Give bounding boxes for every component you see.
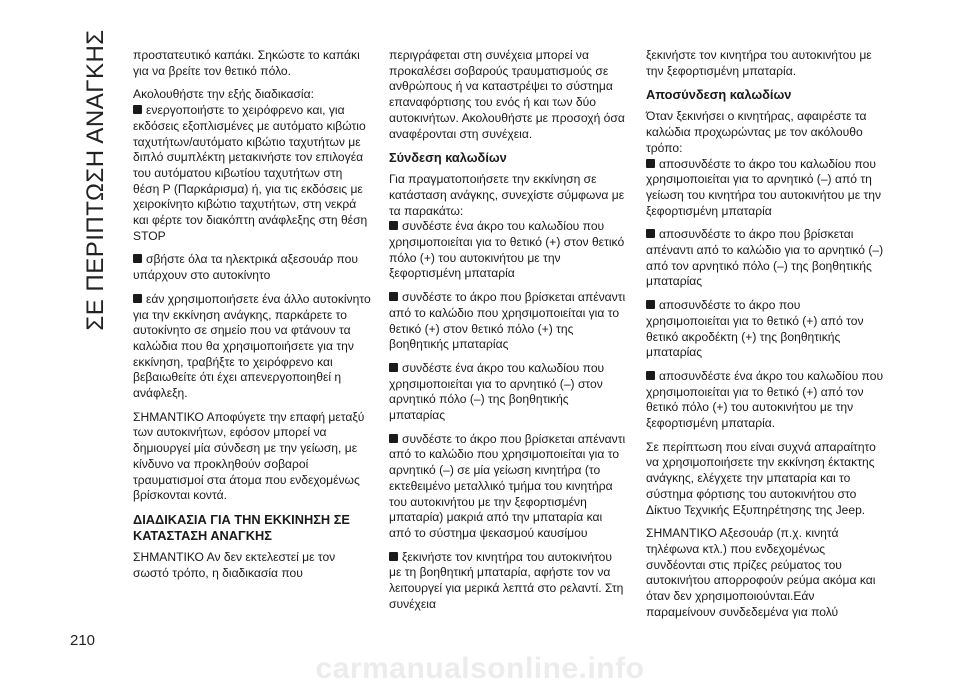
subsection-heading: Σύνδεση καλωδίων [389, 150, 507, 166]
bullet-item: συνδέστε το άκρο που βρίσκεται απέναντι από το καλώδιο που χρησιμοποιείται για το θετικό (+) στον θετικό πόλο (+) της βοηθητικής μπαταρίας [389, 290, 626, 352]
bullet-item: αποσυνδέστε το άκρο του καλωδίου που χρησιμοποιείται για το αρνητικό (–) από τη γείωση του κινητήρα του αυτοκινήτου με την ξεφορτισμένη μπαταρία [646, 156, 881, 218]
bullet-item: εάν χρησιμοποιήσετε ένα άλλο αυτοκίνητο για την εκκίνηση ανάγκης, παρκάρετε το αυτοκίνητο σε σημείο που να φτάνουν τα καλώδια που θα χρησιμοποιήσετε για την εκκίνηση, τραβήξτε το χειρόφρενο και βεβαιωθείτε ότι έχει απενεργοποιηθεί η ανάφλεξη. [133, 291, 371, 401]
bullet-item: αποσυνδέστε το άκρο που χρησιμοποιείται για το θετικό (+) από τον θετικό ακροδέκτη (+) της βοηθητικής μπαταρίας [646, 298, 864, 360]
column-1 [133, 48, 371, 589]
section-heading: ΔΙΑΔΙΚΑΣΙΑ ΓΙΑ ΤΗΝ ΕΚΚΙΝΗΣΗ ΣΕ ΚΑΤΑΣΤΑΣΗ ΑΝΑΓΚΗΣ [133, 511, 350, 543]
paragraph: Όταν ξεκινήσει ο κινητήρας, αφαιρέστε τα καλώδια προχωρώντας με τον ακόλουθο τρόπο: [646, 109, 867, 155]
square-bullet-icon [133, 254, 142, 263]
warning-paragraph: ΣΗΜΑΝΤΙΚΟ Αξεσουάρ (π.χ. κινητά τηλέφωνα κτλ.) που ενδεχομένως συνδέονται στις πρίζες ρεύματος του αυτοκινήτου απορροφούν ρεύμα ακόμα και όταν δεν χρησιμοποιούνται.Εάν παραμείνουν συνδεδεμένα για πολύ [646, 526, 876, 619]
bullet-item: αποσυνδέστε το άκρο που βρίσκεται απέναντι από το καλώδιο για το αρνητικό (–) από τον αρνητικό πόλο (–) της βοηθητικής μπαταρίας [646, 227, 884, 289]
bullet-item: ενεργοποιήστε το χειρόφρενο και, για εκδόσεις εξοπλισμένες με αυτόματο κιβώτιο ταχυτήτων/αυτόματο κιβώτιο ταχυτήτων με διπλό συμπλέκτη μετακινήστε τον επιλογέα του αυτόματου κιβωτίου ταχυτήτων στη θέση P (Παρκάρισμα) ή, για τις εκδόσεις με χειροκίνητο κιβώτιο ταχυτήτων, στη νεκρά και φέρτε τον διακόπτη ανάφλεξης στη θέση STOP [133, 103, 368, 243]
bullet-item: ξεκινήστε τον κινητήρα του αυτοκινήτου με τη βοηθητική μπαταρία, αφήστε τον να λειτουργεί για μερικά λεπτά στο ρελαντί. Στη συνέχεια [389, 549, 624, 611]
bullet-item: συνδέστε το άκρο που βρίσκεται απέναντι από το καλώδιο που χρησιμοποιείται για το αρνητικό (–) σε μία γείωση κινητήρα (το εκτεθειμένο μεταλλικό τμήμα του κινητήρα του αυτοκινήτου με την ξεφορτισμένη μπαταρία) μακριά από την μπαταρία και από το σύστημα ψεκασμού καυσίμου [389, 431, 626, 540]
column-3 [646, 48, 884, 629]
square-bullet-icon [389, 552, 398, 561]
square-bullet-icon [646, 300, 655, 309]
watermark: carmanualsonline.info [315, 652, 645, 685]
square-bullet-icon [133, 294, 142, 303]
subsection-heading: Αποσύνδεση καλωδίων [646, 87, 792, 103]
warning-paragraph: ΣΗΜΑΝΤΙΚΟ Αποφύγετε την επαφή μεταξύ των αυτοκινήτων, εφόσον μπορεί να δημιουργεί μία σύνδεση με την γείωση, με κίνδυνο να προκληθούν σοβαροί τραυματισμοί στα άτομα που ενδεχομένως βρίσκονται κοντά. [133, 409, 365, 503]
page-number: 210 [70, 632, 96, 649]
paragraph: ξεκινήστε τον κινητήρα του αυτοκινήτου με την ξεφορτισμένη μπαταρία. [646, 48, 872, 78]
paragraph: προστατευτικό καπάκι. Σηκώστε το καπάκι για να βρείτε τον θετικό πόλο. [133, 48, 360, 78]
bullet-item: συνδέστε ένα άκρο του καλωδίου που χρησιμοποιείται για το θετικό (+) στον θετικό πόλο (+) του αυτοκινήτου με την ξεφορτισμένη μπαταρία [389, 219, 625, 281]
square-bullet-icon [389, 221, 398, 230]
square-bullet-icon [646, 371, 655, 380]
section-title-vertical [76, 30, 116, 330]
paragraph: Σε περίπτωση που είναι συχνά απαραίτητο να χρησιμοποιήσετε την εκκίνηση έκτακτης ανάγκης, ελέγχετε την μπαταρία και το σύστημα φόρτισης του αυτοκινήτου στο Δίκτυο Τεχνικής Εξυπηρέτησης της Jeep. [646, 439, 876, 517]
paragraph: Για πραγματοποιήσετε την εκκίνηση σε κατάσταση ανάγκης, συνεχίστε σύμφωνα με τα παρακάτω: [389, 172, 625, 218]
bullet-item: συνδέστε ένα άκρο του καλωδίου που χρησιμοποιείται για το αρνητικό (–) στον αρνητικό πόλο (–) της βοηθητικής μπαταρίας [389, 360, 605, 423]
square-bullet-icon [389, 363, 398, 372]
section-title-text: ΣΕ ΠΕΡΙΠΤΩΣΗ ΑΝΑΓΚΗΣ [82, 29, 109, 331]
bullet-item: σβήστε όλα τα ηλεκτρικά αξεσουάρ που υπάρχουν στο αυτοκίνητο [133, 252, 358, 283]
square-bullet-icon [646, 229, 655, 238]
square-bullet-icon [389, 292, 398, 301]
paragraph: Ακολουθήστε την εξής διαδικασία: [133, 87, 314, 102]
warning-paragraph: ΣΗΜΑΝΤΙΚΟ Αν δεν εκτελεστεί με τον σωστό τρόπο, η διαδικασία που [133, 549, 336, 580]
square-bullet-icon [389, 434, 398, 443]
square-bullet-icon [646, 159, 655, 168]
square-bullet-icon [133, 105, 142, 114]
bullet-item: αποσυνδέστε ένα άκρο του καλωδίου που χρησιμοποιείται για το θετικό (+) από τον θετικό πόλο (+) του αυτοκινήτου με την ξεφορτισμένη μπαταρία. [646, 368, 884, 431]
paragraph: περιγράφεται στη συνέχεια μπορεί να προκαλέσει σοβαρούς τραυματισμούς σε ανθρώπους ή να καταστρέψει το σύστημα επαναφόρτισης του ενός ή και των δύο αυτοκινήτων. Ακολουθήστε με προσοχή όσα αναφέρονται στη συνέχεια. [389, 48, 625, 141]
column-2 [389, 48, 627, 621]
